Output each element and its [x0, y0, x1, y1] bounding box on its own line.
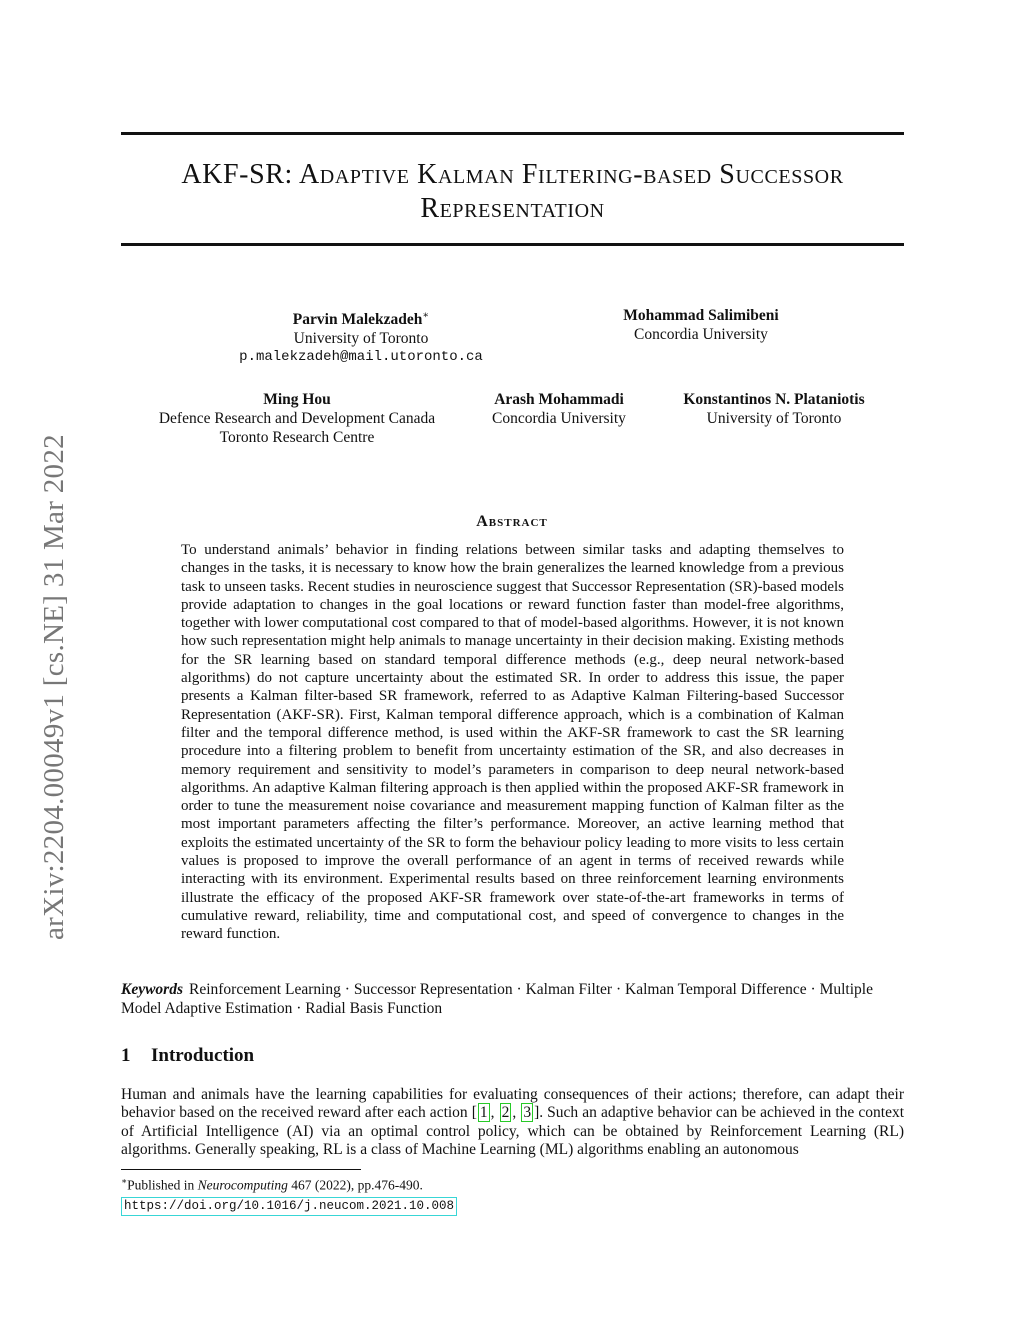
footnote-marker: ∗	[121, 1176, 128, 1186]
citation-link[interactable]: 2	[501, 1104, 510, 1122]
footnote-suffix: 467 (2022), pp.476-490.	[287, 1177, 423, 1193]
title-rule-top	[121, 132, 904, 135]
author-affiliation: Defence Research and Development Canada	[158, 410, 436, 427]
footnote-rule	[121, 1169, 361, 1170]
keywords	[121, 980, 904, 1018]
author-affiliation: Concordia University	[634, 326, 768, 343]
section-title: Introduction	[151, 1045, 255, 1066]
abstract-heading: Abstract	[476, 513, 548, 530]
title-rule-bottom	[121, 243, 904, 246]
paper-title	[121, 158, 904, 226]
footnote	[121, 1173, 457, 1216]
author-footnote-marker: ∗	[422, 310, 430, 321]
keywords-text: Reinforcement Learning · Successor Representation · Kalman Filter · Kalman Temporal Difference · Multiple Model Adaptive Estimation · Radial Basis Function	[121, 981, 873, 1017]
footnote-text	[121, 1173, 457, 1194]
author-name: Konstantinos N. Plataniotis	[683, 391, 865, 408]
author-name: Mohammad Salimibeni	[623, 307, 779, 324]
intro-paragraph	[121, 1086, 904, 1159]
author-block-3	[141, 390, 453, 447]
author-block-2	[591, 306, 811, 344]
section-number: 1	[121, 1045, 131, 1066]
author-affiliation: University of Toronto	[706, 410, 842, 427]
intro-text-part-2: ]. Such an adaptive behavior can be achieved in the context of Artificial Intelligence (AI) via an optimal control policy, which can be obtained by Reinforcement Learning (RL) algorithms. Generally speaking, RL is a class of Machine Learning (ML) algorithms enabling an autonomous	[121, 1104, 905, 1158]
footnote-prefix: Published in	[127, 1177, 198, 1193]
arxiv-identifier: arXiv:2204.00049v1 [cs.NE] 31 Mar 2022	[38, 434, 70, 940]
author-name: Parvin Malekzadeh∗	[292, 310, 430, 329]
citation-link[interactable]: 1	[479, 1104, 488, 1122]
abstract-text: To understand animals’ behavior in finding relations between similar tasks and adapting themselves to changes in the tasks, it is necessary to know how the brain generalizes the learned knowledge from a previous task to unseen tasks. Recent studies in neuroscience suggest that Successor Representation (SR)-based models provide adaptation to changes in the goal locations or reward function faster than model-free algorithms, together with lower computational cost compared to that of model-based algorithms. However, it is not known how such representation might help animals to manage uncertainty in their decision making. Existing methods for the SR learning based on standard temporal difference methods (e.g., deep neural network-based algorithms) do not capture uncertainty about the estimated SR. In order to address this issue, the paper presents a Kalman filter-based SR framework, referred to as Adaptive Kalman Filtering-based Successor Representation (AKF-SR). First, Kalman temporal difference approach, which is a combination of Kalman filter and the temporal difference method, is used within the AKF-SR framework to cast the SR learning procedure into a filtering problem to benefit from uncertainty estimation of the SR, and also decreases in memory requirement and sensitivity to model’s parameters in comparison to deep neural network-based algorithms. An adaptive Kalman filtering approach is then applied within the proposed AKF-SR framework in order to tune the measurement noise covariance and measurement mapping function of Kalman filter as the most important parameters affecting the filter’s performance. Moreover, an active learning method that exploits the estimated uncertainty of the SR to form the behaviour policy leading to more visits to less certain values is proposed to improve the overall performance of an agent in terms of received rewards while interacting with its environment. Experimental results based on three reinforcement learning environments illustrate the efficacy of the proposed AKF-SR framework over state-of-the-art frameworks in terms of cumulative reward, reliability, time and computational cost, and speed of convergence to changes in the reward function.	[181, 542, 844, 943]
author-block-5	[664, 390, 884, 428]
doi-link[interactable]: https://doi.org/10.1016/j.neucom.2021.10.008	[121, 1197, 457, 1216]
title-line-1: AKF-SR: Adaptive Kalman Filtering-based Successor	[181, 159, 844, 190]
footnote-journal: Neurocomputing	[197, 1177, 288, 1193]
author-affiliation: Concordia University	[492, 410, 626, 427]
author-name: Arash Mohammadi	[494, 391, 624, 408]
author-block-1	[221, 306, 501, 367]
title-line-2: Representation	[420, 193, 605, 224]
citation-separator: ,	[512, 1104, 521, 1122]
citation-link[interactable]: 3	[523, 1104, 532, 1122]
author-block-4	[468, 390, 650, 428]
author-affiliation-secondary: Toronto Research Centre	[219, 429, 375, 446]
citation-separator: ,	[490, 1104, 499, 1122]
author-name: Ming Hou	[263, 391, 331, 408]
keywords-label: Keywords	[121, 981, 183, 998]
intro-text-part-1: Human and animals have the learning capabilities for evaluating consequences of their actions; therefore, can adapt their behavior based on the received reward after each action [	[121, 1086, 904, 1122]
author-affiliation: University of Toronto	[293, 330, 429, 348]
author-email[interactable]: p.malekzadeh@mail.utoronto.ca	[239, 349, 483, 366]
section-heading	[121, 1045, 254, 1067]
